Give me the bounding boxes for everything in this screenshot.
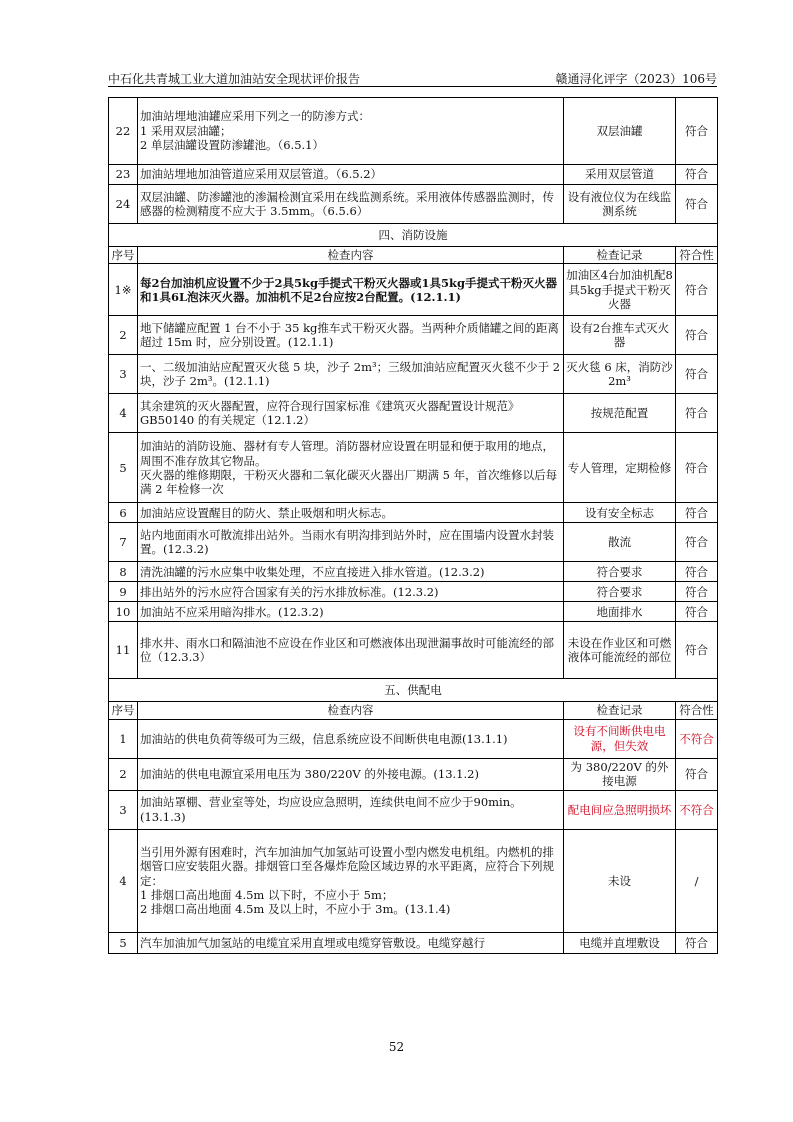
table-row — [109, 264, 718, 316]
table-row — [109, 185, 718, 224]
row-record: 电缆并直埋敷设 — [564, 932, 676, 953]
row-content — [138, 622, 564, 679]
content-line: 加油站应设置醒目的防火、禁止吸烟和明火标志。 — [140, 505, 393, 520]
row-result: 符合 — [676, 165, 718, 185]
row-result: 不符合 — [676, 790, 718, 829]
row-content — [138, 562, 564, 582]
row-result: 符合 — [676, 582, 718, 602]
row-number: 23 — [109, 165, 138, 185]
row-record: 灭火毯 6 床，消防沙 2m³ — [564, 355, 676, 394]
col-header-num: 序号 — [109, 702, 138, 719]
group-fire — [109, 264, 718, 679]
row-number: 4 — [109, 394, 138, 433]
inspection-table — [108, 97, 718, 954]
col-header-result: 符合性 — [676, 702, 718, 719]
row-number: 22 — [109, 98, 138, 165]
table-row — [109, 622, 718, 679]
content-line: 当引用外源有困难时，汽车加油加气加氢站可设置小型内燃发电机组。内燃机的排烟管口应安装阻火器。排烟管口至各爆炸危险区域边界的水平距离，应符合下列规定： — [140, 844, 554, 888]
row-record: 符合要求 — [564, 582, 676, 602]
row-content — [138, 829, 564, 932]
row-record: 设有液位仪为在线监测系统 — [564, 185, 676, 224]
col-header-record: 检查记录 — [564, 702, 676, 719]
row-number: 5 — [109, 433, 138, 503]
row-number: 6 — [109, 503, 138, 523]
row-number: 2 — [109, 758, 138, 790]
content-line: 其余建筑的灭火器配置，应符合现行国家标准《建筑灭火器配置设计规范》GB50140 的有关规定（12.1.2） — [140, 399, 520, 428]
content-line: 灭火器的维修期限，干粉灭火器和二氧化碳灭火器出厂期满 5 年，首次维修以后每满 2 年检修一次 — [140, 467, 558, 497]
table-row — [109, 523, 718, 562]
row-content — [138, 185, 564, 224]
row-number: 8 — [109, 562, 138, 582]
row-content — [138, 503, 564, 523]
row-record: 设有2台推车式灭火器 — [564, 316, 676, 355]
col-header-result: 符合性 — [676, 247, 718, 264]
content-line: 一、二级加油站应配置灭火毯 5 块，沙子 2m³；三级加油站应配置灭火毯不少于 2 块，沙子 2m³。(12.1.1) — [140, 360, 561, 389]
content-line: 双层油罐、防渗罐池的渗漏检测宜采用在线监测系统。采用液体传感器监测时，传感器的检测精度不应大于 3.5mm。（6.5.6） — [140, 189, 554, 218]
row-record: 符合要求 — [564, 562, 676, 582]
row-record: 加油区4台加油机配8具5kg手提式干粉灭火器 — [564, 264, 676, 316]
row-number: 9 — [109, 582, 138, 602]
content-line: 加油站的消防设施、器材有专人管理。消防器材应设置在明显和便于取用的地点，周围不准存放其它物品。 — [140, 439, 554, 468]
table-row — [109, 932, 718, 953]
row-number: 7 — [109, 523, 138, 562]
table-row — [109, 316, 718, 355]
group-storage — [109, 98, 718, 224]
col-header-content: 检查内容 — [138, 247, 564, 264]
row-result: 符合 — [676, 185, 718, 224]
page-number: 52 — [388, 1040, 405, 1054]
row-result: 符合 — [676, 503, 718, 523]
row-record: 散流 — [564, 523, 676, 562]
row-number: 4 — [109, 829, 138, 932]
table-row — [109, 503, 718, 523]
table-row — [109, 355, 718, 394]
content-line: 加油站不应采用暗沟排水。(12.3.2) — [140, 604, 324, 619]
row-record: 按规范配置 — [564, 394, 676, 433]
table-row — [109, 758, 718, 790]
row-content — [138, 394, 564, 433]
row-result: 符合 — [676, 562, 718, 582]
content-line: 加油站的供电电源宜采用电压为 380/220V 的外接电源。(13.1.2) — [140, 767, 479, 782]
content-line: 1 采用双层油罐； — [140, 123, 232, 138]
page-header — [108, 70, 717, 87]
row-record: 双层油罐 — [564, 98, 676, 165]
table-row — [109, 719, 718, 758]
content-line: 排水井、雨水口和隔油池不应设在作业区和可燃液体出现泄漏事故时可能流经的部位（12.3.3） — [140, 636, 554, 665]
row-content — [138, 316, 564, 355]
row-content — [138, 433, 564, 503]
row-result: / — [676, 829, 718, 932]
row-result: 符合 — [676, 394, 718, 433]
row-result: 符合 — [676, 622, 718, 679]
row-record: 采用双层管道 — [564, 165, 676, 185]
section-title-power: 五、供配电 — [109, 679, 718, 702]
row-content — [138, 582, 564, 602]
row-record: 为 380/220V 的外接电源 — [564, 758, 676, 790]
table-row — [109, 394, 718, 433]
content-line: 加油站埋地加油管道应采用双层管道。（6.5.2） — [140, 167, 383, 182]
row-number: 1※ — [109, 264, 138, 316]
row-content — [138, 355, 564, 394]
table-row — [109, 98, 718, 165]
row-number: 10 — [109, 602, 138, 622]
content-line: 2 排烟口高出地面 4.5m 及以上时，不应小于 3m。(13.1.4) — [140, 902, 451, 917]
section-fire — [109, 224, 718, 264]
table-row — [109, 582, 718, 602]
row-number: 3 — [109, 355, 138, 394]
table-row — [109, 433, 718, 503]
content-line: 地下储罐应配置 1 台不小于 35 kg推车式干粉灭火器。当两种介质储罐之间的距离超过 15m 时，应分别设置。(12.1.1) — [140, 321, 559, 350]
row-content — [138, 790, 564, 829]
content-line: 汽车加油加气加氢站的电缆宜采用直埋或电缆穿管敷设。电缆穿越行 — [140, 935, 485, 950]
col-header-content: 检查内容 — [138, 702, 564, 719]
row-result: 符合 — [676, 264, 718, 316]
row-content — [138, 264, 564, 316]
col-header-record: 检查记录 — [564, 247, 676, 264]
row-content — [138, 719, 564, 758]
content-line: 加油站的供电负荷等级可为三级，信息系统应设不间断供电电源(13.1.1) — [140, 731, 508, 746]
table-row — [109, 562, 718, 582]
row-content — [138, 165, 564, 185]
report-title: 中石化共青城工业大道加油站安全现状评价报告 — [108, 72, 361, 86]
row-result: 符合 — [676, 523, 718, 562]
row-number: 11 — [109, 622, 138, 679]
content-line: 排出站外的污水应符合国家有关的污水排放标准。(12.3.2) — [140, 584, 439, 599]
content-line: 加油站埋地油罐应采用下列之一的防渗方式： — [140, 109, 370, 124]
row-content — [138, 602, 564, 622]
col-header-num: 序号 — [109, 247, 138, 264]
row-number: 3 — [109, 790, 138, 829]
row-number: 1 — [109, 719, 138, 758]
row-content — [138, 98, 564, 165]
row-result: 不符合 — [676, 719, 718, 758]
section-power — [109, 679, 718, 719]
row-result: 符合 — [676, 98, 718, 165]
row-content — [138, 523, 564, 562]
content-line: 清洗油罐的污水应集中收集处理，不应直接进入排水管道。(12.3.2) — [140, 564, 485, 579]
content-line: 2 单层油罐设置防渗罐池。（6.5.1） — [140, 138, 324, 153]
row-content — [138, 758, 564, 790]
row-result: 符合 — [676, 316, 718, 355]
row-record: 设有不间断供电电源，但失效 — [564, 719, 676, 758]
content-line: 每2台加油机应设置不少于2具5kg手提式干粉灭火器或1具5kg手提式干粉灭火器和1具6L泡沫灭火器。加油机不足2台应按2台配置。(12.1.1) — [140, 275, 558, 304]
row-result: 符合 — [676, 602, 718, 622]
row-number: 2 — [109, 316, 138, 355]
content-line: 1 排烟口高出地面 4.5m 以下时，不应小于 5m； — [140, 887, 394, 902]
row-record: 未设 — [564, 829, 676, 932]
row-number: 24 — [109, 185, 138, 224]
row-record: 专人管理，定期检修 — [564, 433, 676, 503]
section-title-fire: 四、消防设施 — [109, 224, 718, 247]
row-result: 符合 — [676, 932, 718, 953]
row-result: 符合 — [676, 433, 718, 503]
row-result: 符合 — [676, 355, 718, 394]
row-record: 配电间应急照明损坏 — [564, 790, 676, 829]
content-line: 加油站罩棚、营业室等处，均应设应急照明，连续供电间不应少于90min。(13.1.3) — [140, 795, 522, 824]
table-row — [109, 829, 718, 932]
table-row — [109, 165, 718, 185]
row-record: 设有安全标志 — [564, 503, 676, 523]
table-row — [109, 602, 718, 622]
row-record: 未设在作业区和可燃液体可能流经的部位 — [564, 622, 676, 679]
document-number: 赣通浔化评字（2023）106号 — [555, 72, 717, 86]
row-result: 符合 — [676, 758, 718, 790]
row-number: 5 — [109, 932, 138, 953]
content-line: 站内地面雨水可散流排出站外。当雨水有明沟排到站外时，应在围墙内设置水封装置。(12.3.2) — [140, 528, 554, 557]
row-content — [138, 932, 564, 953]
table-row — [109, 790, 718, 829]
row-record: 地面排水 — [564, 602, 676, 622]
group-power — [109, 719, 718, 953]
